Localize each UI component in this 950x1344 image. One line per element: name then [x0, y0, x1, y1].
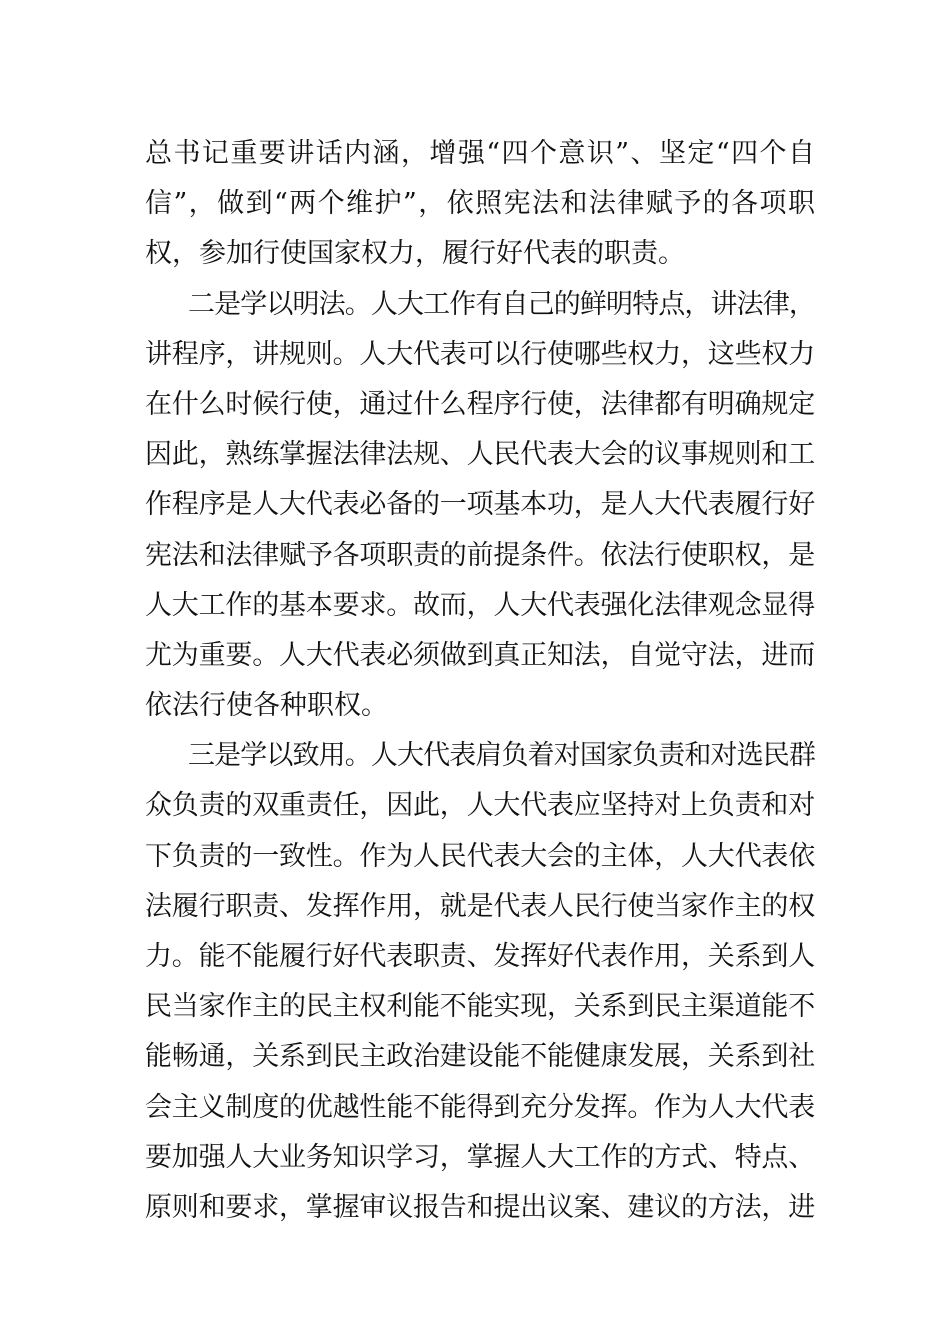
text-line: 法履行职责、发挥作用，就是代表人民行使当家作主的权	[145, 890, 815, 922]
text-line: 宪法和法律赋予各项职责的前提条件。依法行使职权，是	[145, 539, 815, 571]
text-line: 民当家作主的民主权利能不能实现，关系到民主渠道能不	[145, 991, 815, 1023]
text-line: 下负责的一致性。作为人民代表大会的主体，人大代表依	[145, 840, 815, 872]
text-line: 讲程序，讲规则。人大代表可以行使哪些权力，这些权力	[145, 338, 815, 370]
text-line: 人大工作的基本要求。故而，人大代表强化法律观念显得	[145, 589, 815, 621]
text-line: 能畅通，关系到民主政治建设能不能健康发展，关系到社	[145, 1041, 815, 1073]
text-line: 尤为重要。人大代表必须做到真正知法，自觉守法，进而	[145, 639, 815, 671]
text-line: 在什么时候行使，通过什么程序行使，法律都有明确规定	[145, 388, 815, 420]
text-line: 因此，熟练掌握法律法规、人民代表大会的议事规则和工	[145, 439, 815, 471]
paragraph-start-line: 三是学以致用。人大代表肩负着对国家负责和对选民群	[188, 740, 815, 772]
paragraph-start-line: 二是学以明法。人大工作有自己的鲜明特点，讲法律，	[188, 288, 815, 320]
text-line: 原则和要求，掌握审议报告和提出议案、建议的方法，进	[145, 1191, 815, 1223]
text-line: 力。能不能履行好代表职责、发挥好代表作用，关系到人	[145, 941, 815, 972]
text-line: 信”，做到“两个维护”，依照宪法和法律赋予的各项职	[145, 188, 815, 220]
text-line: 会主义制度的优越性能不能得到充分发挥。作为人大代表	[145, 1091, 815, 1123]
text-line: 依法行使各种职权。	[145, 690, 388, 722]
text-line: 权，参加行使国家权力，履行好代表的职责。	[145, 238, 685, 270]
text-line: 要加强人大业务知识学习，掌握人大工作的方式、特点、	[145, 1141, 815, 1173]
text-line: 总书记重要讲话内涵，增强“四个意识”、坚定“四个自	[145, 138, 815, 169]
text-line: 作程序是人大代表必备的一项基本功，是人大代表履行好	[145, 489, 815, 521]
text-line: 众负责的双重责任，因此，人大代表应坚持对上负责和对	[145, 790, 815, 822]
document-body	[145, 129, 815, 1233]
